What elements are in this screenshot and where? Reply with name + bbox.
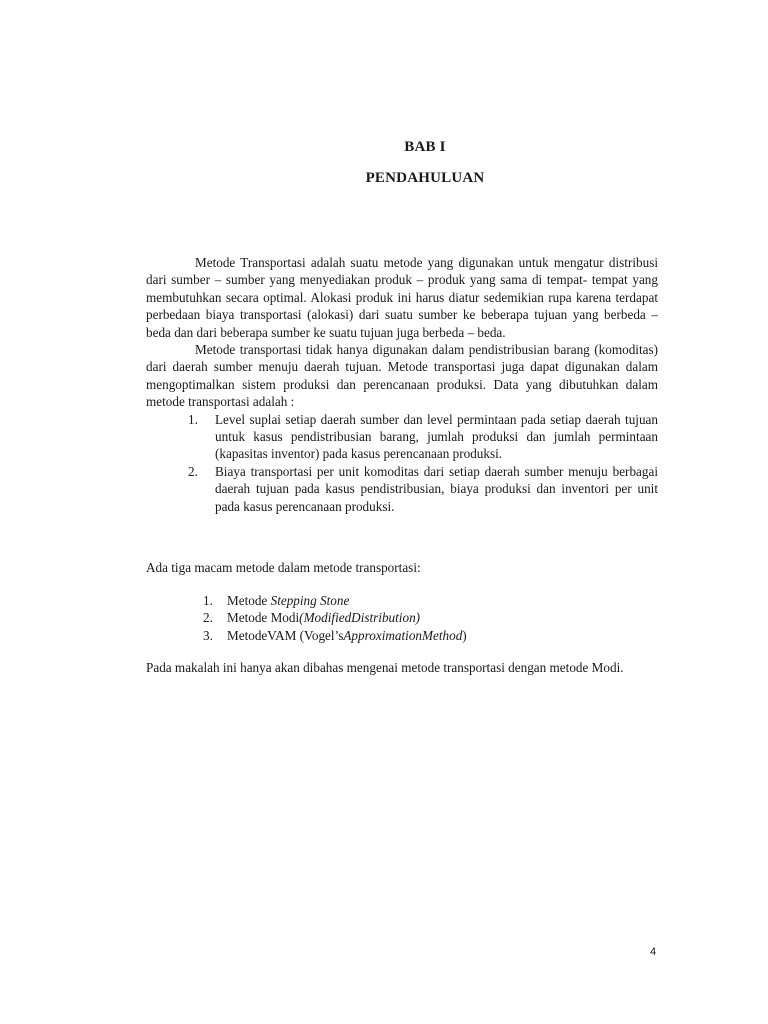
method-suffix: ) bbox=[462, 627, 467, 643]
method-prefix: MetodeVAM (Vogel’s bbox=[227, 627, 344, 643]
conclusion-paragraph: Pada makalah ini hanya akan dibahas mengenai metode transportasi dengan metode Modi. bbox=[146, 660, 624, 675]
page-number: 4 bbox=[650, 946, 657, 958]
data-needed-list bbox=[146, 411, 658, 515]
method-italic: ApproximationMethod bbox=[343, 627, 463, 643]
list-item-number: 1. bbox=[188, 411, 198, 427]
list-item-text: Biaya transportasi per unit komoditas dari setiap daerah sumber menuju berbagai daerah tujuan pada kasus pendistribusian, biaya produksi dan inventori per unit pada kasus perencanaan produksi. bbox=[215, 463, 658, 514]
method-number: 2. bbox=[203, 610, 213, 626]
methods-intro: Ada tiga macam metode dalam metode transportasi: bbox=[146, 560, 421, 575]
list-item-text: Level suplai setiap daerah sumber dan level permintaan pada setiap daerah tujuan untuk kasus pendistribusian barang, jumlah produksi dan jumlah permintaan (kapasitas inventor) pada kasus perencanaan produksi. bbox=[215, 411, 658, 462]
chapter-number: BAB I bbox=[404, 139, 446, 155]
methods-list bbox=[146, 592, 658, 644]
intro-paragraph-1: Metode Transportasi adalah suatu metode yang digunakan untuk mengatur distribusi dari sumber – sumber yang menyediakan produk – produk yang sama di tempat- tempat yang membutuhkan secara optimal. Alokasi produk ini harus diatur sedemikian rupa karena terdapat perbedaan biaya transportasi (alokasi) dari suatu sumber ke beberapa tujuan yang berbeda – beda dan dari beberapa sumber ke suatu tujuan juga berbeda – beda. bbox=[146, 255, 658, 340]
intro-section bbox=[146, 254, 658, 515]
method-prefix: Metode bbox=[227, 593, 271, 608]
method-item bbox=[146, 592, 658, 609]
method-prefix: Metode Modi bbox=[227, 610, 300, 626]
method-italic: Stepping Stone bbox=[270, 593, 350, 608]
list-item-number: 2. bbox=[188, 463, 198, 479]
method-number: 3. bbox=[203, 627, 213, 643]
chapter-title: PENDAHULUAN bbox=[365, 170, 485, 186]
method-italic: (ModifiedDistribution) bbox=[299, 610, 421, 626]
method-number: 1. bbox=[203, 593, 213, 608]
method-item bbox=[146, 627, 658, 644]
method-item bbox=[146, 609, 658, 626]
list-item bbox=[146, 463, 658, 515]
list-item bbox=[146, 411, 658, 463]
intro-paragraph-2: Metode transportasi tidak hanya digunakan dalam pendistribusian barang (komoditas) dari daerah sumber menuju daerah tujuan. Metode transportasi juga dapat digunakan dalam mengoptimalkan sistem produksi dan perencanaan produksi. Data yang dibutuhkan dalam metode transportasi adalah : bbox=[146, 342, 658, 410]
